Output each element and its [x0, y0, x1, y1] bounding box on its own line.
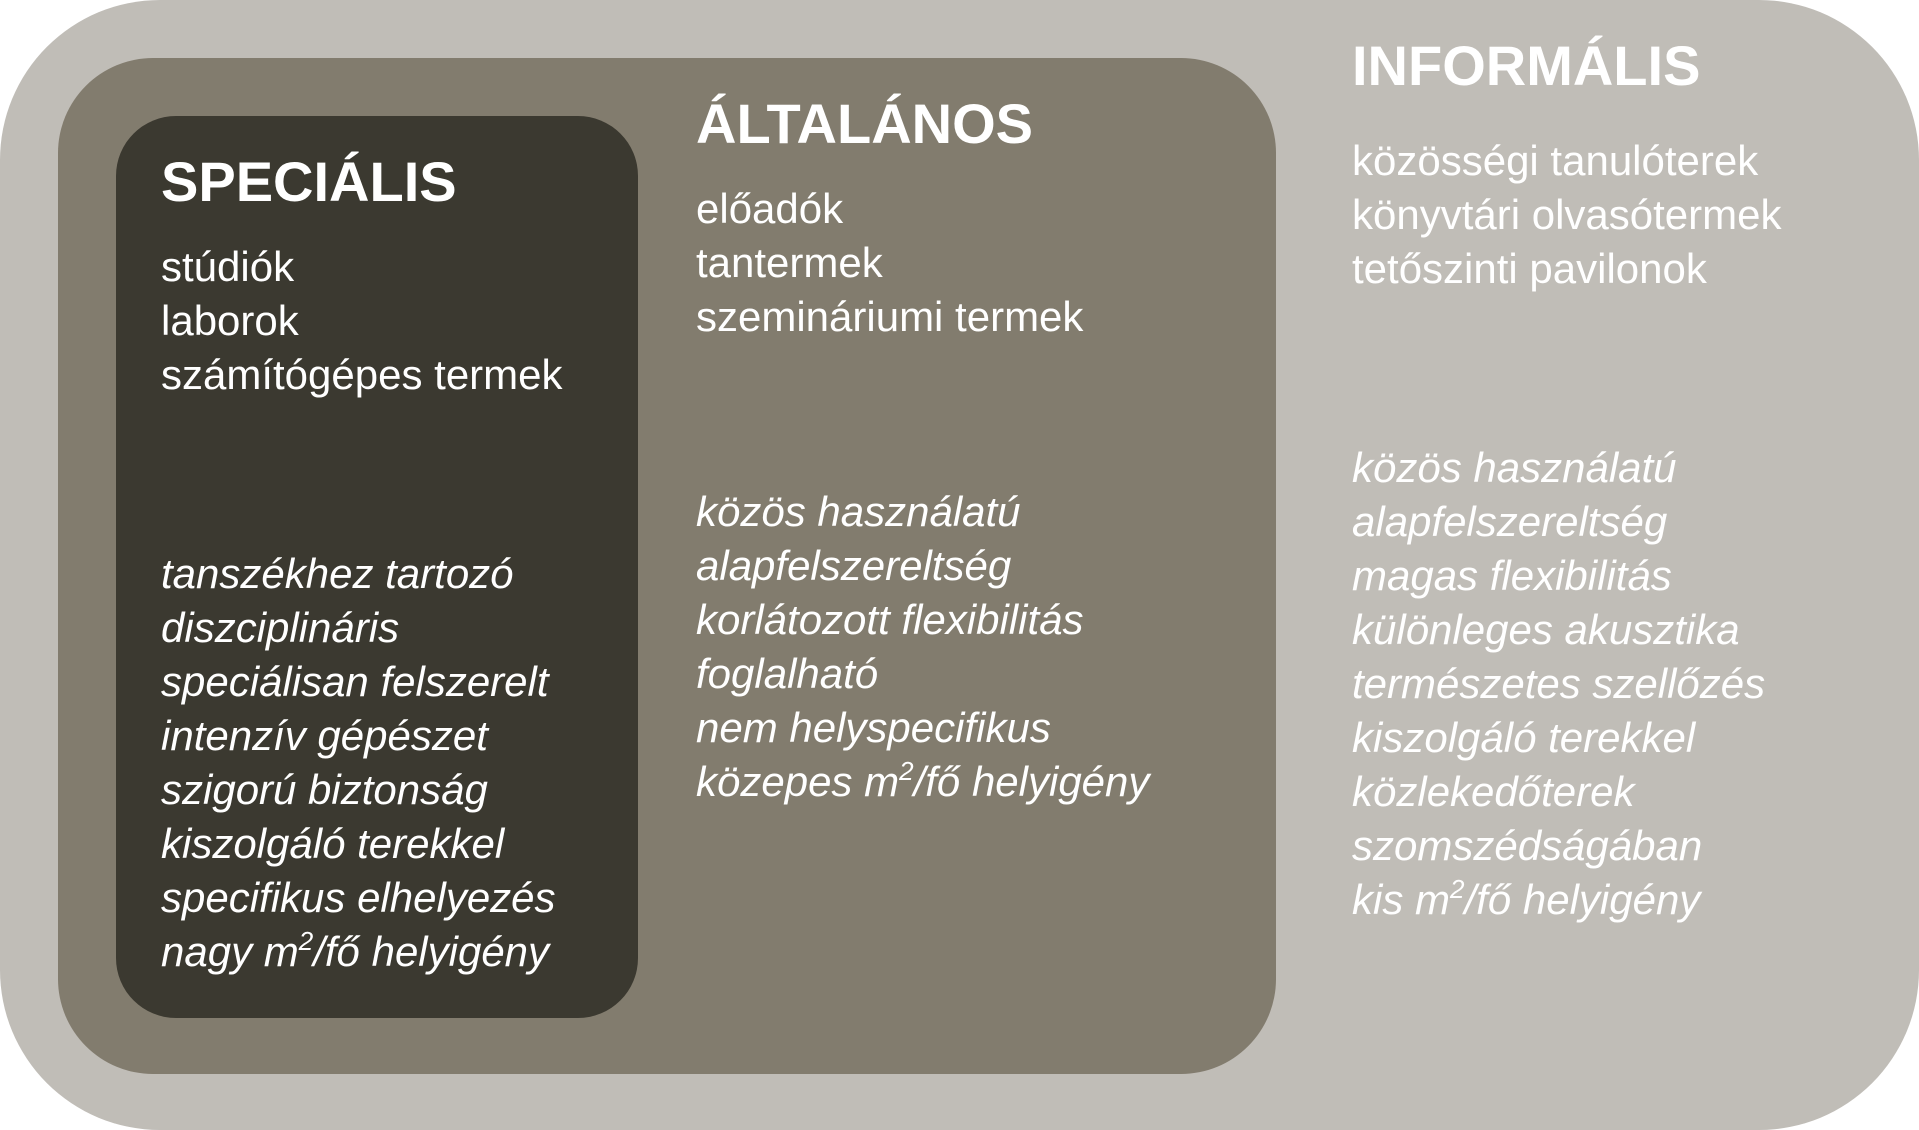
special-property-item: speciálisan felszerelt — [161, 658, 549, 705]
general-spaces-list — [696, 182, 1083, 344]
informal-property-item: magas flexibilitás — [1352, 552, 1672, 599]
general-property-item: korlátozott flexibilitás — [696, 596, 1084, 643]
general-space-item: szemináriumi termek — [696, 293, 1084, 340]
informal-property-item: alapfelszereltség — [1352, 498, 1668, 545]
informal-space-item: közösségi tanulóterek — [1352, 137, 1759, 184]
general-title: ÁLTALÁNOS — [696, 92, 1033, 155]
special-property-item: diszciplináris — [161, 604, 400, 651]
general-property-item: foglalható — [696, 650, 879, 697]
special-property-item: specifikus elhelyezés — [161, 874, 556, 921]
special-space-item: számítógépes termek — [161, 351, 563, 398]
special-property-item: szigorú biztonság — [161, 766, 488, 813]
informal-property-item: közlekedőterek — [1352, 768, 1635, 815]
special-property-item: tanszékhez tartozó — [161, 550, 514, 597]
special-space-item: laborok — [161, 297, 299, 344]
special-title: SPECIÁLIS — [161, 150, 457, 213]
general-area-requirement: közepes $m^2/fő$ helyigény — [696, 755, 1150, 805]
general-space-item: előadók — [696, 185, 844, 232]
informal-space-item: tetőszinti pavilonok — [1352, 245, 1707, 292]
special-space-item: stúdiók — [161, 243, 295, 290]
special-area-requirement: nagy $m^2/fő$ helyigény — [161, 925, 550, 975]
special-property-item: kiszolgáló terekkel — [161, 820, 505, 867]
special-spaces-list — [161, 240, 563, 402]
informal-spaces-list — [1352, 134, 1782, 296]
general-property-item: nem helyspecifikus — [696, 704, 1051, 751]
informal-property-item: különleges akusztika — [1352, 606, 1740, 653]
general-property-item: alapfelszereltség — [696, 542, 1012, 589]
special-property-item: intenzív gépészet — [161, 712, 488, 759]
informal-property-item: közös használatú — [1352, 444, 1677, 491]
informal-property-item: szomszédságában — [1352, 822, 1703, 869]
general-properties-list — [696, 485, 1149, 809]
informal-property-item: természetes szellőzés — [1352, 660, 1766, 707]
informal-property-item: kiszolgáló terekkel — [1352, 714, 1696, 761]
informal-properties-list — [1352, 441, 1765, 927]
general-property-item: közös használatú — [696, 488, 1021, 535]
informal-title: INFORMÁLIS — [1352, 34, 1701, 97]
special-properties-list — [161, 547, 556, 979]
informal-area-requirement: kis $m^2/fő$ helyigény — [1352, 873, 1701, 923]
general-space-item: tantermek — [696, 239, 883, 286]
informal-space-item: könyvtári olvasótermek — [1352, 191, 1782, 238]
